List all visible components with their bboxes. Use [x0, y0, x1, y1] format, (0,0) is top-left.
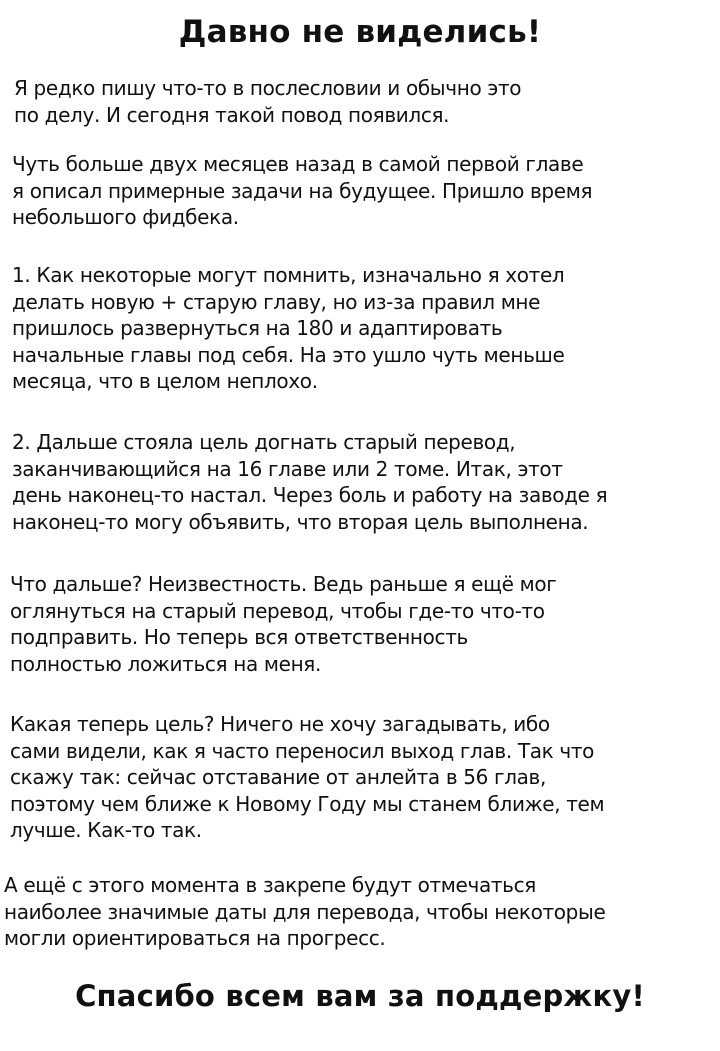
paragraph-feedback: Чуть больше двух месяцев назад в самой первой главе я описал примерные задачи на будущее. Пришло время небольшого фидбека.: [12, 152, 593, 229]
page-title: Давно не виделись!: [178, 14, 542, 50]
paragraph-goal-1: 1. Как некоторые могут помнить, изначально я хотел делать новую + старую главу, но из-за правил мне пришлось развернуться на 180 и адаптировать начальные главы под себя. На это ушло чуть меньше месяца, что в целом неплохо.: [12, 263, 565, 393]
closing-thanks: Спасибо всем вам за поддержку!: [75, 979, 645, 1013]
paragraph-intro: Я редко пишу что-то в послесловии и обычно это по делу. И сегодня такой повод появился.: [14, 76, 522, 127]
paragraph-whats-next: Что дальше? Неизвестность. Ведь раньше я ещё мог оглянуться на старый перевод, чтобы где-то что-то подправить. Но теперь вся ответственность полностью ложиться на меня.: [10, 572, 557, 676]
paragraph-goal-2: 2. Дальше стояла цель догнать старый перевод, заканчивающийся на 16 главе или 2 томе. Итак, этот день наконец-то настал. Через боль и работу на заводе я наконец-то могу объявить, что вторая цель выполнена.: [12, 430, 608, 534]
paragraph-new-goal: Какая теперь цель? Ничего не хочу загадывать, ибо сами видели, как я часто переносил выход глав. Так что скажу так: сейчас отставание от анлейта в 56 глав, поэтому чем ближе к Новому Году мы станем ближе, тем лучше. Как-то так.: [10, 712, 605, 842]
paragraph-pinned-dates: А ещё с этого момента в закрепе будут отмечаться наиболее значимые даты для перевода, чтобы некоторые могли ориентироваться на прогресс.: [4, 873, 606, 950]
